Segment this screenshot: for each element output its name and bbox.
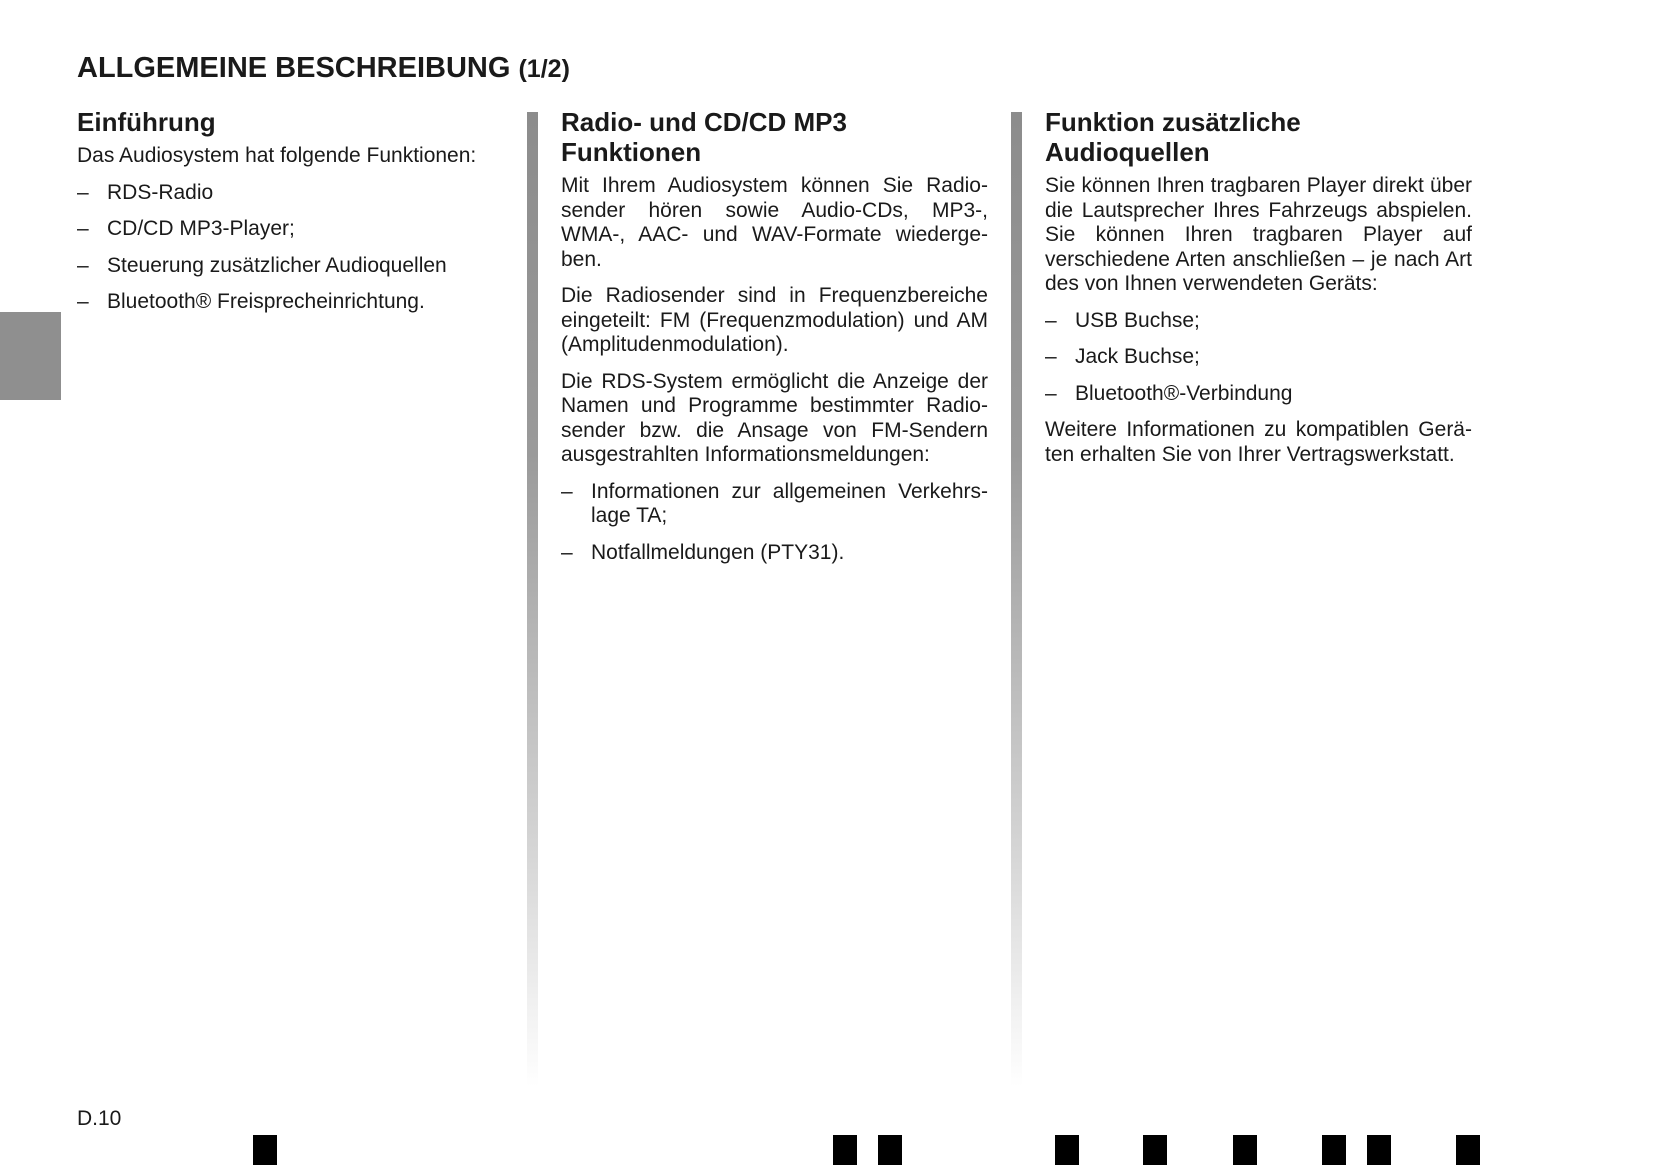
print-mark	[1055, 1135, 1079, 1165]
list-item	[77, 290, 507, 315]
radio-paragraph-1: Mit Ihrem Audiosystem können Sie Radiosender hören sowie Audio-CDs, MP3-, WMA-, AAC- und WAV-Formate wiedergeben.	[561, 174, 988, 271]
list-item	[77, 254, 507, 279]
list-dash: –	[77, 290, 89, 313]
list-dash: –	[77, 180, 89, 204]
page-part-indicator: (1/2)	[518, 55, 570, 83]
list-dash: –	[561, 540, 573, 564]
aux-heading-line1: Funktion zusätzliche	[1045, 107, 1301, 137]
list-item	[1045, 345, 1472, 370]
rds-info-list	[561, 480, 988, 566]
list-item-text: Bluetooth®-Verbindung	[1075, 381, 1293, 405]
aux-paragraph-2: Weitere Informationen zu kompatiblen Geräten erhalten Sie von Ihrer Vertragswerkstatt.	[1045, 418, 1472, 466]
print-mark	[253, 1135, 277, 1165]
section-tab-marker	[0, 312, 61, 400]
intro-paragraph: Das Audiosystem hat folgende Funktionen:	[77, 144, 477, 167]
list-item-text: Steuerung zusätzlicher Audioquellen	[107, 253, 447, 277]
list-item-text: CD/CD MP3-Player;	[107, 217, 295, 240]
list-item-text: RDS-Radio	[107, 180, 214, 204]
aux-connection-list	[1045, 309, 1472, 407]
list-item	[77, 217, 507, 242]
list-dash: –	[561, 479, 573, 503]
column-divider-left	[527, 112, 538, 1087]
list-item-text: USB Buchse;	[1075, 308, 1200, 332]
print-mark	[1456, 1135, 1480, 1165]
radio-column	[561, 107, 988, 577]
intro-heading: Einführung	[77, 107, 216, 137]
print-mark	[833, 1135, 857, 1165]
list-dash: –	[77, 253, 89, 277]
list-dash: –	[77, 217, 89, 240]
print-mark	[1143, 1135, 1167, 1165]
intro-feature-list	[77, 181, 507, 315]
list-item-text: Informationen zur allgemeinen Verkehrslage TA;	[591, 479, 988, 527]
list-dash: –	[1045, 345, 1057, 368]
list-item	[1045, 309, 1472, 334]
column-divider-right	[1011, 112, 1022, 1087]
aux-heading-line2: Audioquellen	[1045, 137, 1210, 167]
radio-heading	[561, 107, 988, 167]
page-title-text: ALLGEMEINE BESCHREIBUNG	[77, 52, 511, 84]
list-item	[561, 480, 988, 529]
radio-heading-line1: Radio- und CD/CD MP3	[561, 107, 847, 137]
radio-paragraph-2: Die Radiosender sind in Frequenzbereiche eingeteilt: FM (Frequenzmodulation) und AM (Amplitudenmodulation).	[561, 284, 988, 356]
aux-column	[1045, 107, 1472, 479]
print-mark	[878, 1135, 902, 1165]
list-item-text: Bluetooth® Freisprecheinrichtung.	[107, 290, 425, 313]
list-item	[561, 541, 988, 566]
radio-heading-line2: Funktionen	[561, 137, 702, 167]
radio-paragraph-3: Die RDS-System ermöglicht die Anzeige der Namen und Programme bestimmter Radiosender bzw. die Ansage von FM-Sendern ausgestrahlten Informationsmeldungen:	[561, 369, 988, 466]
list-dash: –	[1045, 381, 1057, 405]
aux-paragraph-1: Sie können Ihren tragbaren Player direkt über die Lautsprecher Ihres Fahrzeugs abspielen. Sie können Ihren tragbaren Player auf verschiedene Arten anschließen – je nach Art des von Ihnen verwendeten Geräts:	[1045, 174, 1472, 295]
print-mark	[1367, 1135, 1391, 1165]
list-item	[77, 181, 507, 206]
intro-column	[77, 107, 507, 327]
page-number: D.10	[77, 1107, 122, 1130]
list-item-text: Jack Buchse;	[1075, 345, 1200, 368]
list-dash: –	[1045, 308, 1057, 332]
list-item	[1045, 382, 1472, 407]
aux-heading	[1045, 107, 1472, 167]
print-mark	[1233, 1135, 1257, 1165]
page-title	[77, 52, 570, 85]
print-mark	[1322, 1135, 1346, 1165]
list-item-text: Notfallmeldungen (PTY31).	[591, 540, 845, 564]
